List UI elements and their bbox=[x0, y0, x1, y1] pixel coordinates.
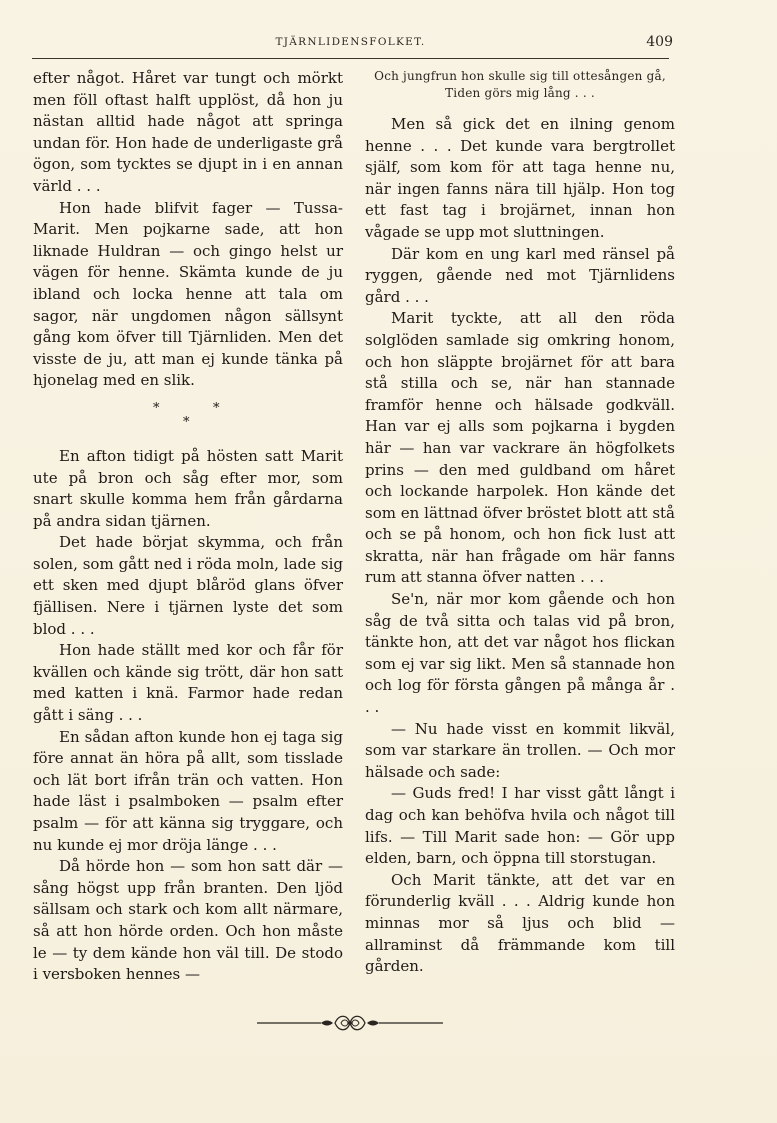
page-header bbox=[32, 28, 673, 59]
right-column bbox=[365, 68, 675, 978]
section-star: * bbox=[153, 400, 160, 416]
paragraph: Och Marit tänkte, att det var en förunderlig kväll . . . Aldrig kunde hon minnas mor så ljus och blid — allraminst då främmande kom till gården. bbox=[365, 870, 675, 976]
paragraph: Hon hade blifvit fager — Tussa-Marit. Men pojkarne sade, att hon liknade Huldran — och gingo helst ur vägen för henne. Skämta kunde de ju ibland och locka henne att tala om sagor, när ungdomen någon sällsynt gång kom öfver till Tjärnliden. Men det visste de ju, att man ej kunde tänka på hjonelag med en slik. bbox=[33, 198, 343, 390]
paragraph: Marit tyckte, att all den röda solglöden samlade sig omkring honom, och hon släppte brojärnet för att bara stå stilla och se, när han stannade framför henne och hälsade godkväll. Han var ej alls som pojkarna i bygden här — han var vackrare än högfolkets prins — den med guldband om håret och lockande harpolek. Hon kände det som en lättnad öfver bröstet blott att stå och se på honom, och hon fick lust att skratta, när han frågade om här fanns rum att stanna öfver natten . . . bbox=[365, 309, 675, 587]
paragraph: Där kom en ung karl med ränsel på ryggen, gående ned mot Tjärnlidens gård . . . bbox=[365, 244, 675, 306]
paragraph: Hon hade ställt med kor och får för kvällen och kände sig trött, där hon satt med katten i knä. Farmor hade redan gått i säng . . . bbox=[33, 641, 343, 725]
page-number: 409 bbox=[646, 34, 673, 50]
verse-line: Tiden görs mig lång . . . bbox=[445, 86, 595, 100]
running-title: TJÄRNLIDENSFOLKET. bbox=[275, 36, 426, 48]
paragraph: Då hörde hon — som hon satt där — sång högst upp från branten. Den ljöd sällsam och stark och kom allt närmare, så att hon hörde orden. Och hon måste le — ty dem kände hon väl till. De stodo i versboken hennes — bbox=[33, 857, 343, 984]
verse-line: Och jungfrun hon skulle sig till ottesången gå, bbox=[374, 69, 666, 83]
paragraph: — Nu hade visst en kommit likväl, som var starkare än trollen. — Och mor hälsade och sade: bbox=[365, 719, 675, 781]
paragraph: En sådan afton kunde hon ej taga sig före annat än höra på allt, som tisslade och lät bort ifrån trän och vatten. Hon hade läst i psalmboken — psalm efter psalm — för att känna sig tryggare, och nu kunde ej mor dröja länge . . . bbox=[33, 727, 343, 854]
section-star: * bbox=[213, 400, 220, 416]
section-star: * bbox=[183, 414, 190, 430]
section-break bbox=[33, 392, 343, 442]
paragraph: — Guds fred! I har visst gått långt i dag och kan behöfva hvila och något till lifs. — Till Marit sade hon: — Gör upp elden, barn, och öppna till storstugan. bbox=[365, 784, 675, 868]
paragraph: Se'n, när mor kom gående och hon såg de två sitta och talas vid på bron, tänkte hon, att det var något hos flickan som ej var sig likt. Men så stannade hon och log för första gången på många år . . . bbox=[365, 590, 675, 717]
paragraph: efter något. Håret var tungt och mörkt men föll oftast halft upplöst, då hon ju nästan alltid hade något att springa undan för. Hon hade de underligaste grå ögon, som tycktes se djupt in i en annan värld . . . bbox=[33, 69, 343, 195]
paragraph: En afton tidigt på hösten satt Marit ute på bron och såg efter mor, som snart skulle komma hem från gårdarna på andra sidan tjärnen. bbox=[33, 446, 343, 530]
paragraph: Men så gick det en ilning genom henne . . . Det kunde vara bergtrollet själf, som kom för att taga henne nu, när ingen fanns nära till hjälp. Hon tog ett fast tag i brojärnet, innan hon vågade se upp mot sluttningen. bbox=[365, 115, 675, 241]
left-column bbox=[33, 68, 343, 986]
paragraph: Det hade börjat skymma, och från solen, som gått ned i röda moln, lade sig ett sken med djupt blåröd glans öfver fjällisen. Nere i tjärnen lyste det som blod . . . bbox=[33, 533, 343, 638]
ornamental-divider-icon bbox=[255, 1012, 445, 1034]
verse-quote bbox=[365, 68, 675, 102]
